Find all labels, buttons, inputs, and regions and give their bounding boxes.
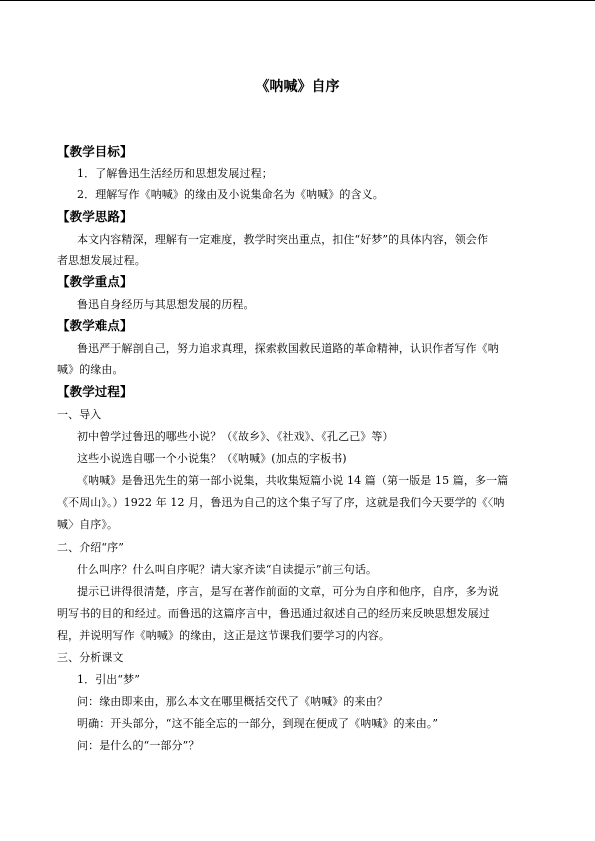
analysis-line-1: 1．引出“梦”	[77, 673, 140, 686]
analysis-line-2: 问：缘由即来由，那么本文在哪里概括交代了《呐喊》的来由？	[77, 695, 388, 708]
analysis-line-3: 明确：开头部分，“这不能全忘的一部分，到现在便成了《呐喊》的来由。”	[77, 717, 439, 730]
goal-item-2: 2．理解写作《呐喊》的缘由及小说集命名为《呐喊》的含义。	[77, 188, 384, 201]
heading-difficulties: 【教学难点】	[57, 318, 133, 333]
key-points-line-1: 鲁迅自身经历与其思想发展的历程。	[77, 298, 255, 311]
preface-line-2: 提示已讲得很清楚，序言，是写在著作前面的文章，可分为自序和他序，自序，多为说	[77, 585, 499, 598]
approach-line-1: 本文内容精深，理解有一定难度，教学时突出重点，扣住“好梦”的具体内容，领会作	[77, 233, 489, 246]
goal-item-1: 1．了解鲁迅生活经历和思想发展过程；	[77, 167, 273, 180]
approach-line-2: 者思想发展过程。	[57, 254, 146, 267]
heading-teaching-goals: 【教学目标】	[57, 144, 133, 159]
preface-line-4: 程，并说明写作《呐喊》的缘由，这正是这节课我们要学习的内容。	[57, 629, 390, 642]
intro-line-4: 《不周山》。）1922 年 12 月，鲁迅为自己的这个集子写了序，这就是我们今天要学的《〈呐	[57, 496, 505, 509]
preface-line-1: 什么叫序？什么叫自序呢？请大家齐读“自读提示”前三句话。	[77, 563, 378, 576]
intro-line-1: 初中曾学过鲁迅的哪些小说？（《故乡》、《社戏》、《孔乙己》等）	[77, 430, 394, 443]
preface-line-3: 明写书的目的和经过。而鲁迅的这篇序言中，鲁迅通过叙述自己的经历来反映思想发展过	[57, 607, 490, 620]
intro-line-5: 喊〉自序》。	[57, 518, 119, 531]
heading-key-points: 【教学重点】	[57, 274, 133, 289]
difficulties-line-1: 鲁迅严于解剖自己，努力追求真理，探索救国救民道路的革命精神，认识作者写作《呐	[77, 342, 499, 355]
heading-teaching-approach: 【教学思路】	[57, 209, 133, 224]
process-preface-label: 二、介绍“序”	[57, 541, 124, 554]
difficulties-line-2: 喊》的缘由。	[57, 363, 124, 376]
intro-line-2: 这些小说选自哪一个小说集？（《呐喊》(加点的字板书)	[77, 452, 347, 465]
intro-line-3: 《呐喊》是鲁迅先生的第一部小说集，共收集短篇小说 14 篇（第一版是 15 篇，多一篇	[77, 474, 509, 487]
analysis-line-4: 问：是什么的“一部分”？	[77, 739, 200, 752]
process-analysis-label: 三、分析课文	[57, 651, 124, 664]
process-intro-label: 一、导入	[57, 408, 102, 421]
page-title: 《呐喊》自序	[255, 79, 340, 95]
heading-teaching-process: 【教学过程】	[57, 384, 133, 399]
